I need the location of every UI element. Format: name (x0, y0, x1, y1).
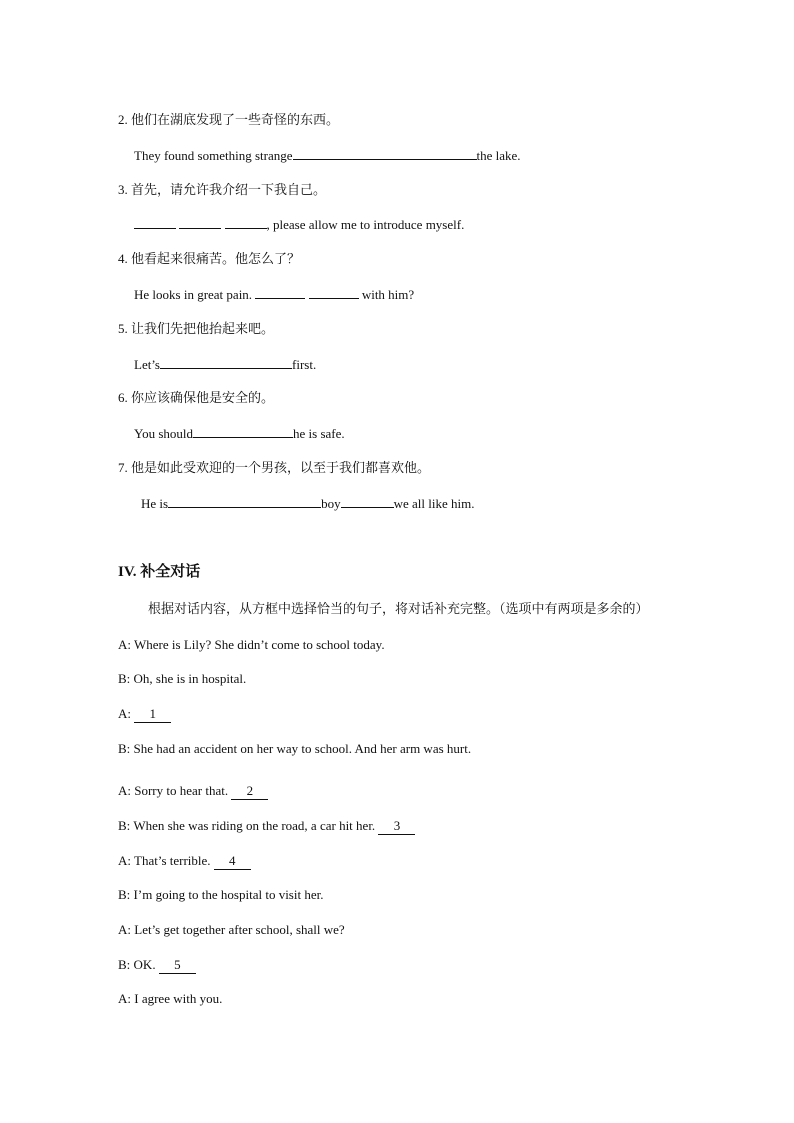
item-chinese: 首先，请允许我介绍一下我自己。 (131, 183, 327, 198)
sentence-end: , please allow me to introduce myself. (266, 217, 465, 232)
item-number: 6. (118, 390, 128, 405)
dialogue-text: I agree with you. (134, 991, 223, 1006)
item-6-prompt (118, 389, 274, 408)
dialogue-blank-1[interactable]: 1 (134, 706, 171, 723)
dialogue-blank-2[interactable]: 2 (231, 783, 268, 800)
dialogue-line-2 (118, 670, 246, 688)
answer-blank[interactable] (341, 494, 394, 508)
item-number: 3. (118, 182, 128, 197)
speaker: A: (118, 922, 131, 937)
item-2-prompt (118, 111, 339, 130)
dialogue-text: That’s terrible. (134, 853, 214, 868)
dialogue-line-5 (118, 782, 268, 800)
answer-blank[interactable] (225, 215, 267, 229)
sentence-start: Let’s (134, 357, 160, 372)
item-2-answer (134, 146, 521, 165)
dialogue-blank-5[interactable]: 5 (159, 957, 196, 974)
item-number: 4. (118, 251, 128, 266)
item-3-prompt (118, 181, 326, 200)
dialogue-text: When she was riding on the road, a car hit her. (133, 818, 379, 833)
item-chinese: 他看起来很痛苦。他怎么了？ (131, 252, 301, 267)
dialogue-line-4 (118, 740, 471, 758)
dialogue-line-10 (118, 956, 196, 974)
item-7-prompt (118, 459, 430, 478)
sentence-start: He looks in great pain. (134, 287, 256, 302)
answer-blank[interactable] (309, 285, 359, 299)
sentence-end: first. (292, 357, 317, 372)
answer-blank[interactable] (255, 285, 305, 299)
item-number: 2. (118, 112, 128, 127)
speaker: A: (118, 706, 131, 721)
speaker: B: (118, 671, 131, 686)
sentence-start: They found something strange (134, 148, 293, 163)
item-chinese: 他们在湖底发现了一些奇怪的东西。 (131, 113, 340, 128)
dialogue-text: Let’s get together after school, shall we? (134, 922, 345, 937)
item-4-prompt (118, 250, 300, 269)
sentence-end: with him? (358, 287, 415, 302)
section-instruction: 根据对话内容，从方框中选择恰当的句子，将对话补充完整。（选项中有两项是多余的） (148, 602, 649, 617)
dialogue-text: Oh, she is in hospital. (133, 671, 247, 686)
speaker: B: (118, 741, 131, 756)
item-6-answer (134, 424, 345, 443)
dialogue-blank-4[interactable]: 4 (214, 853, 251, 870)
item-chinese: 他是如此受欢迎的一个男孩，以至于我们都喜欢他。 (131, 461, 431, 476)
sentence-end: we all like him. (393, 496, 475, 511)
item-number: 7. (118, 460, 128, 475)
answer-blank[interactable] (293, 146, 477, 160)
dialogue-text: She had an accident on her way to school. And her arm was hurt. (133, 741, 472, 756)
section-heading (118, 560, 200, 581)
answer-blank[interactable] (160, 355, 292, 369)
dialogue-blank-3[interactable]: 3 (378, 818, 415, 835)
item-chinese: 让我们先把他抬起来吧。 (131, 322, 275, 337)
dialogue-line-3 (118, 705, 171, 723)
speaker: B: (118, 887, 131, 902)
dialogue-line-1 (118, 636, 385, 654)
speaker: A: (118, 991, 131, 1006)
section-title: 补全对话 (140, 562, 201, 580)
dialogue-line-11 (118, 990, 222, 1008)
section-roman: IV. (118, 564, 137, 580)
dialogue-text: Sorry to hear that. (134, 783, 232, 798)
speaker: B: (118, 957, 131, 972)
speaker: A: (118, 783, 131, 798)
item-chinese: 你应该确保他是安全的。 (131, 391, 275, 406)
dialogue-text: OK. (133, 957, 159, 972)
dialogue-line-9 (118, 921, 345, 939)
sentence-mid: boy (321, 496, 341, 511)
dialogue-line-6 (118, 817, 415, 835)
dialogue-line-8 (118, 886, 323, 904)
sentence-start: He is (141, 496, 169, 511)
item-number: 5. (118, 321, 128, 336)
answer-blank[interactable] (168, 494, 321, 508)
answer-blank[interactable] (193, 424, 293, 438)
speaker: B: (118, 818, 131, 833)
item-5-answer (134, 355, 316, 374)
sentence-end: he is safe. (293, 426, 345, 441)
item-5-prompt (118, 320, 274, 339)
item-7-answer (141, 494, 474, 513)
dialogue-line-7 (118, 852, 251, 870)
item-4-answer (134, 285, 414, 304)
speaker: A: (118, 853, 131, 868)
speaker: A: (118, 637, 131, 652)
item-3-answer (134, 215, 464, 234)
dialogue-text: Where is Lily? She didn’t come to school today. (134, 637, 385, 652)
answer-blank[interactable] (134, 215, 176, 229)
dialogue-text: I’m going to the hospital to visit her. (133, 887, 324, 902)
answer-blank[interactable] (179, 215, 221, 229)
sentence-start: You should (134, 426, 194, 441)
sentence-end: the lake. (476, 148, 521, 163)
